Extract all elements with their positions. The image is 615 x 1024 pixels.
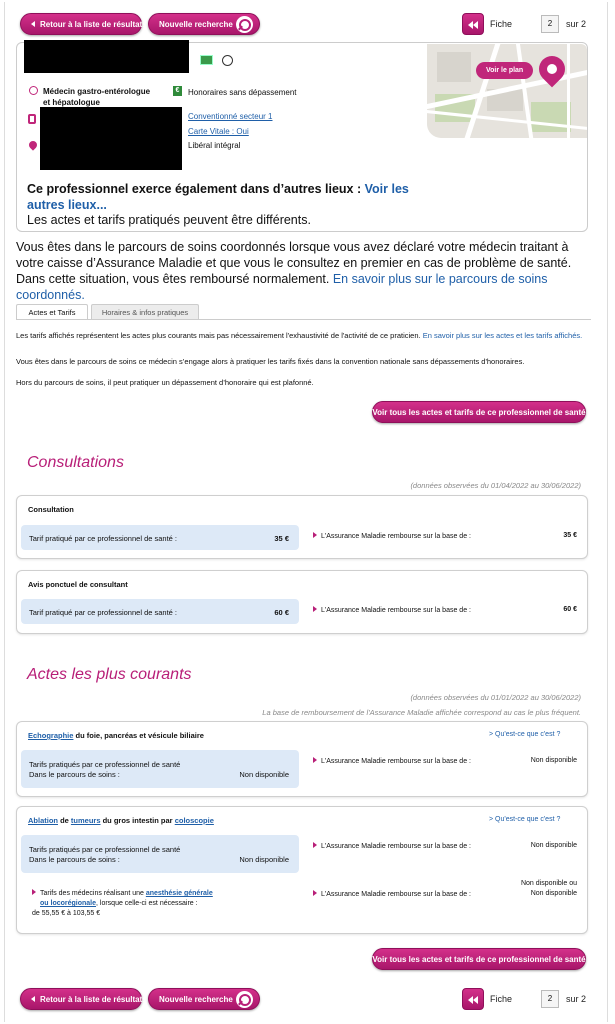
- other-places-link[interactable]: Voir les autres lieux...: [27, 182, 409, 212]
- redacted-address: [40, 107, 182, 170]
- see-all-actes-button-top[interactable]: Voir tous les actes et tarifs de ce professionnel de santé: [372, 401, 586, 423]
- remboursement-value-anesthesie-2: Non disponible: [530, 890, 577, 897]
- fiche-total: sur 2: [566, 19, 587, 29]
- actes-title: Actes les plus courants: [27, 666, 192, 683]
- phone-icon: [28, 114, 36, 124]
- tab-divider: [16, 319, 591, 320]
- actes-base-note: La base de remboursement de l'Assurance Maladie affichée correspond au cas le plus fréquent.: [262, 708, 581, 717]
- chevron-right-icon: [32, 889, 36, 895]
- fiche-label-bottom: Fiche: [490, 994, 513, 1004]
- remboursement-label: L'Assurance Maladie rembourse sur la base de :: [313, 606, 471, 614]
- remboursement-label-anesthesie: L'Assurance Maladie rembourse sur la base de :: [313, 890, 471, 898]
- qce-link[interactable]: > Qu'est-ce que c'est ?: [489, 731, 561, 738]
- back-to-results-button[interactable]: Retour à la liste de résultats: [20, 13, 142, 35]
- remboursement-label: L'Assurance Maladie rembourse sur la base de :: [313, 757, 471, 765]
- new-search-button-bottom[interactable]: Nouvelle recherche: [148, 988, 260, 1010]
- tarif-box: Tarif pratiqué par ce professionnel de santé : 35 €: [21, 525, 299, 550]
- conventionne-link[interactable]: Conventionné secteur 1: [188, 112, 273, 121]
- accessibility-badge-icon: [200, 55, 213, 65]
- back-to-results-button-bottom[interactable]: Retour à la liste de résultats: [20, 988, 142, 1010]
- search-icon: [236, 991, 253, 1008]
- specialty-line2: et hépatologue: [43, 98, 100, 107]
- carte-vitale-link[interactable]: Carte Vitale : Oui: [188, 127, 249, 136]
- anesthesie-generale-link[interactable]: anesthésie générale: [145, 890, 213, 897]
- specialty-line1: Médecin gastro-entérologue: [43, 87, 151, 96]
- arrow-left-icon: [31, 21, 35, 27]
- clock-icon: [222, 55, 233, 66]
- remboursement-value: 35 €: [563, 532, 577, 539]
- search-icon: [236, 16, 253, 33]
- tarif-box: Tarifs pratiqués par ce professionnel de santé Dans le parcours de soins : Non disponible: [21, 750, 299, 788]
- locoregionale-link[interactable]: ou locorégionale: [40, 900, 97, 907]
- tarif-box: Tarifs pratiqués par ce professionnel de santé Dans le parcours de soins : Non disponible: [21, 835, 299, 873]
- chevron-right-icon: [313, 757, 317, 763]
- ablation-link[interactable]: Ablation: [28, 816, 58, 825]
- remboursement-value: Non disponible: [530, 757, 577, 764]
- actes-period: (données observées du 01/01/2022 au 30/06/2022): [410, 693, 581, 702]
- info-paragraph-1: Les tarifs affichés représentent les actes plus courants mais pas nécessairement l'exhaustivité de l'activité de ce praticien. En savoir plus sur les actes et les tarifs affichés.: [16, 331, 583, 340]
- remboursement-value: Non disponible: [530, 842, 577, 849]
- fiche-label: Fiche: [490, 19, 513, 29]
- consultation-card: [16, 495, 588, 559]
- qce-link[interactable]: > Qu'est-ce que c'est ?: [489, 816, 561, 823]
- honoraires-text: Honoraires sans dépassement: [188, 88, 297, 97]
- stethoscope-icon: [29, 86, 38, 95]
- previous-fiche-button[interactable]: [462, 13, 484, 35]
- remboursement-value-anesthesie-1: Non disponible ou: [520, 880, 577, 887]
- other-places-note: Les actes et tarifs pratiqués peuvent être différents.: [27, 213, 311, 227]
- new-search-button[interactable]: Nouvelle recherche: [148, 13, 260, 35]
- fiche-page-input[interactable]: 2: [541, 15, 559, 33]
- redacted-name: [24, 40, 189, 73]
- act-title: Ablation de tumeurs du gros intestin par coloscopie: [28, 816, 214, 825]
- voir-le-plan-button[interactable]: Voir le plan: [476, 62, 533, 79]
- act-title: Echographie du foie, pancréas et vésicule biliaire: [28, 731, 204, 740]
- chevron-right-icon: [313, 890, 317, 896]
- previous-fiche-button-bottom[interactable]: [462, 988, 484, 1010]
- consultations-period: (données observées du 01/04/2022 au 30/06/2022): [410, 481, 581, 490]
- actes-tarifs-info-link[interactable]: En savoir plus sur les actes et les tarifs affichés.: [422, 331, 583, 340]
- chevron-right-icon: [313, 842, 317, 848]
- map-thumbnail[interactable]: [427, 44, 587, 138]
- other-places-heading: Ce professionnel exerce également dans d’autres lieux : Voir les autres lieux...: [27, 182, 409, 212]
- euro-icon: €: [173, 86, 182, 96]
- fiche-total-bottom: sur 2: [566, 994, 587, 1004]
- tab-horaires[interactable]: Horaires & infos pratiques: [91, 304, 199, 320]
- info-paragraph-3: Hors du parcours de soins, il peut pratiquer un dépassement d’honoraire qui est plafonné.: [16, 378, 314, 387]
- avis-consultant-card: [16, 570, 588, 634]
- tarif-box: Tarif pratiqué par ce professionnel de santé : 60 €: [21, 599, 299, 624]
- anesthesie-text: Tarifs des médecins réalisant une anesthésie générale ou locorégionale, lorsque celle-ci est nécessaire : de 55,55 € à 103,55 €: [32, 890, 213, 917]
- remboursement-label: L'Assurance Maladie rembourse sur la base de :: [313, 532, 471, 540]
- fiche-page-input-bottom[interactable]: 2: [541, 990, 559, 1008]
- act-title: Avis ponctuel de consultant: [28, 580, 128, 589]
- tumeurs-link[interactable]: tumeurs: [70, 816, 101, 825]
- info-paragraph-2: Vous êtes dans le parcours de soins ce médecin s’engage alors à pratiquer les tarifs fixés dans la convention nationale sans dépassements d'honoraires.: [16, 357, 525, 366]
- arrow-left-icon: [31, 996, 35, 1002]
- echographie-link[interactable]: Echographie: [28, 731, 74, 740]
- chevron-right-icon: [313, 606, 317, 612]
- act-title: Consultation: [28, 505, 74, 514]
- parcours-link[interactable]: En savoir plus sur le parcours de soins coordonnés.: [16, 272, 548, 302]
- remboursement-label: L'Assurance Maladie rembourse sur la base de :: [313, 842, 471, 850]
- tab-actes-tarifs[interactable]: Actes et Tarifs: [16, 304, 88, 320]
- coloscopie-link[interactable]: coloscopie: [174, 816, 214, 825]
- ablation-card: [16, 806, 588, 934]
- see-all-actes-button-bottom[interactable]: Voir tous les actes et tarifs de ce professionnel de santé: [372, 948, 586, 970]
- consultations-title: Consultations: [27, 454, 124, 471]
- parcours-text: Vous êtes dans le parcours de soins coordonnés lorsque vous avez déclaré votre médecin traitant à votre caisse d’Assurance Maladie et que vous le consultez en premier en cas de problème de santé. Dans cette situation, vous êtes remboursé normalement. En savoir plus sur le parcours de soins coordonnés.: [16, 240, 572, 302]
- remboursement-value: 60 €: [563, 606, 577, 613]
- echographie-card: [16, 721, 588, 797]
- liberal-text: Libéral intégral: [188, 141, 241, 150]
- chevron-right-icon: [313, 532, 317, 538]
